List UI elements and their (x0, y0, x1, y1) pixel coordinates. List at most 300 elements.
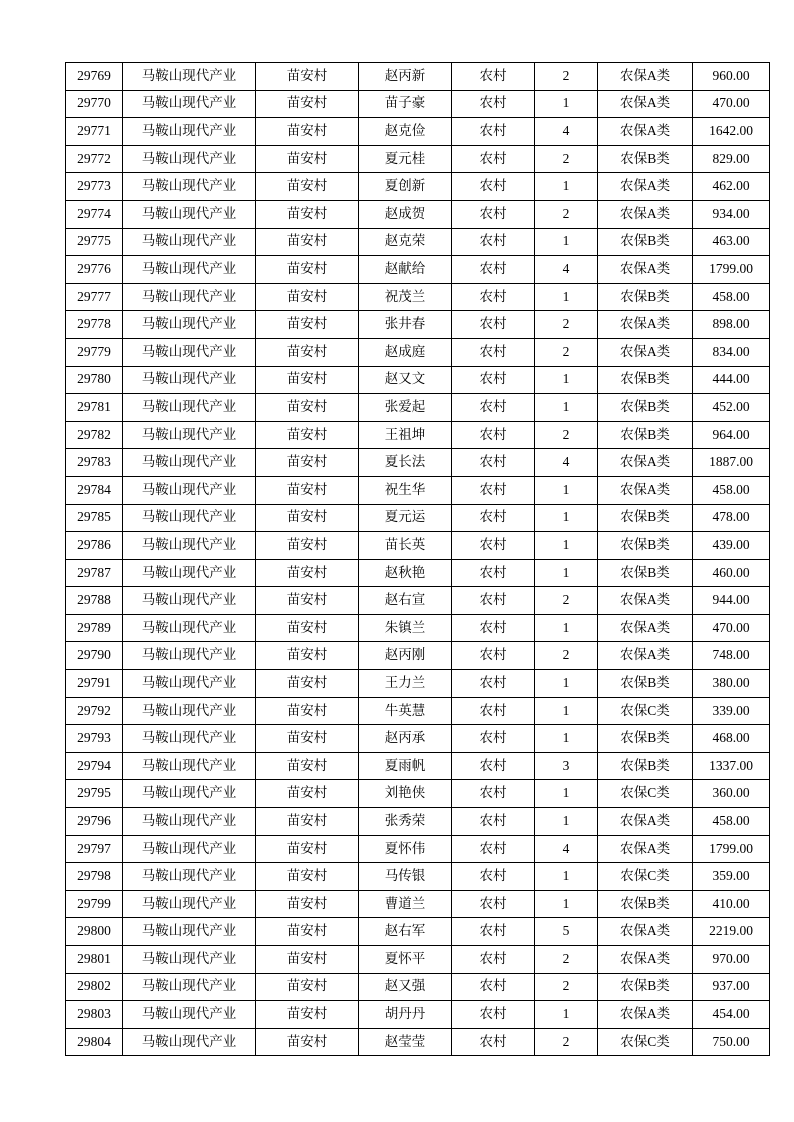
cell-type: 农村 (452, 642, 535, 670)
cell-village: 苗安村 (256, 311, 359, 339)
cell-category: 农保A类 (598, 90, 693, 118)
cell-category: 农保A类 (598, 808, 693, 836)
cell-amount: 359.00 (693, 863, 770, 891)
cell-id: 29782 (66, 421, 123, 449)
cell-id: 29794 (66, 752, 123, 780)
cell-unit: 马鞍山现代产业 (123, 338, 256, 366)
cell-name: 赵莹莹 (359, 1028, 452, 1056)
cell-id: 29795 (66, 780, 123, 808)
cell-amount: 1642.00 (693, 118, 770, 146)
cell-unit: 马鞍山现代产业 (123, 394, 256, 422)
cell-id: 29771 (66, 118, 123, 146)
table-row (66, 863, 770, 891)
cell-id: 29780 (66, 366, 123, 394)
cell-category: 农保A类 (598, 449, 693, 477)
cell-type: 农村 (452, 752, 535, 780)
cell-unit: 马鞍山现代产业 (123, 449, 256, 477)
cell-name: 赵又文 (359, 366, 452, 394)
cell-unit: 马鞍山现代产业 (123, 63, 256, 91)
cell-type: 农村 (452, 173, 535, 201)
cell-village: 苗安村 (256, 145, 359, 173)
cell-village: 苗安村 (256, 532, 359, 560)
cell-unit: 马鞍山现代产业 (123, 614, 256, 642)
cell-unit: 马鞍山现代产业 (123, 228, 256, 256)
cell-category: 农保A类 (598, 118, 693, 146)
cell-category: 农保B类 (598, 283, 693, 311)
cell-village: 苗安村 (256, 642, 359, 670)
cell-count: 1 (535, 559, 598, 587)
cell-unit: 马鞍山现代产业 (123, 1028, 256, 1056)
cell-category: 农保C类 (598, 780, 693, 808)
cell-count: 2 (535, 63, 598, 91)
cell-id: 29775 (66, 228, 123, 256)
cell-type: 农村 (452, 504, 535, 532)
cell-name: 赵成贺 (359, 200, 452, 228)
cell-id: 29789 (66, 614, 123, 642)
table-row (66, 918, 770, 946)
table-row (66, 946, 770, 974)
cell-name: 夏怀伟 (359, 835, 452, 863)
cell-village: 苗安村 (256, 918, 359, 946)
cell-id: 29797 (66, 835, 123, 863)
cell-amount: 452.00 (693, 394, 770, 422)
cell-amount: 410.00 (693, 890, 770, 918)
cell-amount: 458.00 (693, 808, 770, 836)
cell-name: 牛英慧 (359, 697, 452, 725)
cell-village: 苗安村 (256, 421, 359, 449)
table-row (66, 504, 770, 532)
cell-amount: 964.00 (693, 421, 770, 449)
cell-village: 苗安村 (256, 200, 359, 228)
cell-unit: 马鞍山现代产业 (123, 90, 256, 118)
cell-amount: 470.00 (693, 614, 770, 642)
table-row (66, 808, 770, 836)
cell-count: 2 (535, 311, 598, 339)
cell-id: 29799 (66, 890, 123, 918)
cell-amount: 444.00 (693, 366, 770, 394)
cell-name: 王祖坤 (359, 421, 452, 449)
table-row (66, 614, 770, 642)
cell-category: 农保B类 (598, 752, 693, 780)
cell-name: 张井春 (359, 311, 452, 339)
cell-count: 2 (535, 200, 598, 228)
cell-category: 农保B类 (598, 504, 693, 532)
cell-category: 农保B类 (598, 559, 693, 587)
cell-amount: 462.00 (693, 173, 770, 201)
table-row (66, 752, 770, 780)
cell-village: 苗安村 (256, 946, 359, 974)
cell-village: 苗安村 (256, 90, 359, 118)
cell-category: 农保A类 (598, 311, 693, 339)
cell-id: 29773 (66, 173, 123, 201)
cell-village: 苗安村 (256, 835, 359, 863)
cell-name: 祝生华 (359, 476, 452, 504)
cell-name: 苗长英 (359, 532, 452, 560)
table-row (66, 118, 770, 146)
table-row (66, 697, 770, 725)
cell-type: 农村 (452, 228, 535, 256)
table-row (66, 587, 770, 615)
cell-amount: 460.00 (693, 559, 770, 587)
cell-type: 农村 (452, 338, 535, 366)
cell-id: 29796 (66, 808, 123, 836)
table-row (66, 256, 770, 284)
cell-count: 1 (535, 890, 598, 918)
table-row (66, 394, 770, 422)
cell-count: 2 (535, 946, 598, 974)
cell-village: 苗安村 (256, 504, 359, 532)
cell-village: 苗安村 (256, 449, 359, 477)
cell-type: 农村 (452, 90, 535, 118)
cell-category: 农保A类 (598, 256, 693, 284)
cell-count: 2 (535, 973, 598, 1001)
cell-amount: 360.00 (693, 780, 770, 808)
cell-amount: 458.00 (693, 476, 770, 504)
cell-count: 1 (535, 725, 598, 753)
cell-unit: 马鞍山现代产业 (123, 642, 256, 670)
cell-type: 农村 (452, 863, 535, 891)
cell-village: 苗安村 (256, 366, 359, 394)
cell-name: 夏创新 (359, 173, 452, 201)
cell-amount: 960.00 (693, 63, 770, 91)
cell-category: 农保A类 (598, 642, 693, 670)
cell-category: 农保B类 (598, 228, 693, 256)
cell-type: 农村 (452, 918, 535, 946)
cell-category: 农保A类 (598, 200, 693, 228)
cell-unit: 马鞍山现代产业 (123, 311, 256, 339)
cell-village: 苗安村 (256, 173, 359, 201)
cell-unit: 马鞍山现代产业 (123, 532, 256, 560)
cell-category: 农保C类 (598, 697, 693, 725)
cell-type: 农村 (452, 366, 535, 394)
cell-count: 1 (535, 504, 598, 532)
cell-type: 农村 (452, 559, 535, 587)
cell-count: 1 (535, 283, 598, 311)
cell-type: 农村 (452, 780, 535, 808)
cell-id: 29787 (66, 559, 123, 587)
cell-village: 苗安村 (256, 118, 359, 146)
cell-count: 2 (535, 642, 598, 670)
cell-name: 赵丙刚 (359, 642, 452, 670)
cell-unit: 马鞍山现代产业 (123, 725, 256, 753)
cell-amount: 470.00 (693, 90, 770, 118)
table-row (66, 421, 770, 449)
cell-count: 1 (535, 808, 598, 836)
cell-category: 农保A类 (598, 63, 693, 91)
cell-category: 农保B类 (598, 366, 693, 394)
cell-unit: 马鞍山现代产业 (123, 780, 256, 808)
cell-count: 1 (535, 1001, 598, 1029)
cell-village: 苗安村 (256, 587, 359, 615)
cell-unit: 马鞍山现代产业 (123, 200, 256, 228)
cell-count: 1 (535, 366, 598, 394)
cell-village: 苗安村 (256, 670, 359, 698)
cell-unit: 马鞍山现代产业 (123, 1001, 256, 1029)
cell-type: 农村 (452, 283, 535, 311)
cell-id: 29770 (66, 90, 123, 118)
cell-id: 29804 (66, 1028, 123, 1056)
cell-name: 胡丹丹 (359, 1001, 452, 1029)
cell-type: 农村 (452, 890, 535, 918)
cell-category: 农保B类 (598, 725, 693, 753)
cell-count: 1 (535, 173, 598, 201)
cell-village: 苗安村 (256, 697, 359, 725)
cell-name: 赵丙承 (359, 725, 452, 753)
cell-id: 29777 (66, 283, 123, 311)
cell-name: 夏雨帆 (359, 752, 452, 780)
cell-type: 农村 (452, 670, 535, 698)
cell-unit: 马鞍山现代产业 (123, 559, 256, 587)
table-row (66, 1028, 770, 1056)
table-row (66, 559, 770, 587)
cell-type: 农村 (452, 118, 535, 146)
table-row (66, 90, 770, 118)
cell-type: 农村 (452, 1028, 535, 1056)
cell-amount: 2219.00 (693, 918, 770, 946)
cell-count: 1 (535, 394, 598, 422)
cell-amount: 1799.00 (693, 835, 770, 863)
cell-type: 农村 (452, 145, 535, 173)
cell-id: 29798 (66, 863, 123, 891)
cell-village: 苗安村 (256, 808, 359, 836)
cell-name: 赵献给 (359, 256, 452, 284)
table-row (66, 1001, 770, 1029)
subsidy-table (65, 62, 770, 1056)
cell-count: 5 (535, 918, 598, 946)
cell-name: 夏元桂 (359, 145, 452, 173)
cell-unit: 马鞍山现代产业 (123, 476, 256, 504)
cell-id: 29802 (66, 973, 123, 1001)
cell-amount: 454.00 (693, 1001, 770, 1029)
cell-count: 1 (535, 476, 598, 504)
cell-id: 29785 (66, 504, 123, 532)
cell-unit: 马鞍山现代产业 (123, 946, 256, 974)
cell-count: 4 (535, 256, 598, 284)
cell-amount: 944.00 (693, 587, 770, 615)
cell-name: 张秀荣 (359, 808, 452, 836)
cell-id: 29769 (66, 63, 123, 91)
table-row (66, 338, 770, 366)
cell-name: 赵又强 (359, 973, 452, 1001)
table-row (66, 173, 770, 201)
table-row (66, 642, 770, 670)
cell-village: 苗安村 (256, 752, 359, 780)
cell-amount: 339.00 (693, 697, 770, 725)
cell-type: 农村 (452, 808, 535, 836)
cell-amount: 834.00 (693, 338, 770, 366)
cell-unit: 马鞍山现代产业 (123, 421, 256, 449)
cell-amount: 458.00 (693, 283, 770, 311)
table-row (66, 670, 770, 698)
cell-village: 苗安村 (256, 394, 359, 422)
table-body (66, 63, 770, 1056)
cell-type: 农村 (452, 421, 535, 449)
cell-name: 朱镇兰 (359, 614, 452, 642)
cell-village: 苗安村 (256, 725, 359, 753)
cell-count: 2 (535, 338, 598, 366)
cell-category: 农保B类 (598, 421, 693, 449)
cell-id: 29793 (66, 725, 123, 753)
table-row (66, 366, 770, 394)
cell-name: 赵右军 (359, 918, 452, 946)
cell-name: 赵秋艳 (359, 559, 452, 587)
cell-id: 29792 (66, 697, 123, 725)
cell-id: 29783 (66, 449, 123, 477)
cell-count: 2 (535, 1028, 598, 1056)
cell-count: 2 (535, 421, 598, 449)
cell-id: 29791 (66, 670, 123, 698)
cell-type: 农村 (452, 973, 535, 1001)
cell-id: 29774 (66, 200, 123, 228)
cell-village: 苗安村 (256, 890, 359, 918)
cell-village: 苗安村 (256, 338, 359, 366)
cell-count: 1 (535, 532, 598, 560)
cell-count: 2 (535, 587, 598, 615)
table-row (66, 532, 770, 560)
cell-id: 29800 (66, 918, 123, 946)
cell-village: 苗安村 (256, 1001, 359, 1029)
cell-type: 农村 (452, 256, 535, 284)
cell-count: 1 (535, 614, 598, 642)
cell-village: 苗安村 (256, 228, 359, 256)
cell-unit: 马鞍山现代产业 (123, 256, 256, 284)
cell-amount: 439.00 (693, 532, 770, 560)
cell-village: 苗安村 (256, 256, 359, 284)
cell-id: 29778 (66, 311, 123, 339)
cell-name: 赵右宣 (359, 587, 452, 615)
cell-category: 农保C类 (598, 863, 693, 891)
cell-amount: 380.00 (693, 670, 770, 698)
cell-unit: 马鞍山现代产业 (123, 835, 256, 863)
cell-type: 农村 (452, 476, 535, 504)
cell-village: 苗安村 (256, 863, 359, 891)
cell-type: 农村 (452, 394, 535, 422)
cell-count: 1 (535, 780, 598, 808)
table-row (66, 973, 770, 1001)
cell-name: 夏元运 (359, 504, 452, 532)
cell-count: 4 (535, 835, 598, 863)
cell-category: 农保A类 (598, 338, 693, 366)
cell-id: 29784 (66, 476, 123, 504)
cell-id: 29788 (66, 587, 123, 615)
cell-category: 农保B类 (598, 394, 693, 422)
cell-name: 刘艳侠 (359, 780, 452, 808)
cell-unit: 马鞍山现代产业 (123, 283, 256, 311)
cell-village: 苗安村 (256, 780, 359, 808)
cell-village: 苗安村 (256, 614, 359, 642)
cell-amount: 970.00 (693, 946, 770, 974)
cell-id: 29803 (66, 1001, 123, 1029)
cell-count: 1 (535, 863, 598, 891)
cell-village: 苗安村 (256, 973, 359, 1001)
cell-id: 29776 (66, 256, 123, 284)
cell-count: 1 (535, 90, 598, 118)
cell-unit: 马鞍山现代产业 (123, 145, 256, 173)
cell-unit: 马鞍山现代产业 (123, 890, 256, 918)
cell-name: 赵成庭 (359, 338, 452, 366)
cell-amount: 937.00 (693, 973, 770, 1001)
cell-type: 农村 (452, 835, 535, 863)
cell-category: 农保A类 (598, 173, 693, 201)
cell-amount: 478.00 (693, 504, 770, 532)
cell-category: 农保B类 (598, 890, 693, 918)
cell-id: 29781 (66, 394, 123, 422)
cell-type: 农村 (452, 532, 535, 560)
cell-amount: 829.00 (693, 145, 770, 173)
table-row (66, 835, 770, 863)
table-row (66, 228, 770, 256)
table-row (66, 725, 770, 753)
table-row (66, 283, 770, 311)
cell-village: 苗安村 (256, 283, 359, 311)
cell-type: 农村 (452, 1001, 535, 1029)
cell-unit: 马鞍山现代产业 (123, 504, 256, 532)
cell-id: 29786 (66, 532, 123, 560)
cell-unit: 马鞍山现代产业 (123, 587, 256, 615)
cell-village: 苗安村 (256, 63, 359, 91)
cell-name: 赵克荣 (359, 228, 452, 256)
cell-category: 农保A类 (598, 1001, 693, 1029)
cell-amount: 750.00 (693, 1028, 770, 1056)
cell-unit: 马鞍山现代产业 (123, 863, 256, 891)
cell-unit: 马鞍山现代产业 (123, 918, 256, 946)
table-row (66, 780, 770, 808)
cell-name: 张爱起 (359, 394, 452, 422)
cell-type: 农村 (452, 63, 535, 91)
cell-id: 29801 (66, 946, 123, 974)
cell-category: 农保A类 (598, 835, 693, 863)
cell-category: 农保C类 (598, 1028, 693, 1056)
cell-unit: 马鞍山现代产业 (123, 670, 256, 698)
cell-unit: 马鞍山现代产业 (123, 366, 256, 394)
cell-name: 祝茂兰 (359, 283, 452, 311)
table-row (66, 311, 770, 339)
cell-type: 农村 (452, 697, 535, 725)
cell-name: 马传银 (359, 863, 452, 891)
cell-count: 4 (535, 118, 598, 146)
cell-name: 曹道兰 (359, 890, 452, 918)
cell-count: 2 (535, 145, 598, 173)
cell-unit: 马鞍山现代产业 (123, 973, 256, 1001)
cell-amount: 1887.00 (693, 449, 770, 477)
cell-count: 1 (535, 697, 598, 725)
cell-category: 农保A类 (598, 476, 693, 504)
cell-amount: 1799.00 (693, 256, 770, 284)
cell-count: 1 (535, 228, 598, 256)
cell-village: 苗安村 (256, 1028, 359, 1056)
cell-count: 3 (535, 752, 598, 780)
cell-type: 农村 (452, 614, 535, 642)
cell-unit: 马鞍山现代产业 (123, 118, 256, 146)
cell-type: 农村 (452, 311, 535, 339)
cell-category: 农保A类 (598, 946, 693, 974)
cell-category: 农保B类 (598, 145, 693, 173)
cell-type: 农村 (452, 946, 535, 974)
cell-type: 农村 (452, 200, 535, 228)
cell-category: 农保B类 (598, 973, 693, 1001)
cell-name: 夏长法 (359, 449, 452, 477)
cell-id: 29790 (66, 642, 123, 670)
table-row (66, 449, 770, 477)
cell-village: 苗安村 (256, 476, 359, 504)
cell-amount: 934.00 (693, 200, 770, 228)
cell-category: 农保A类 (598, 587, 693, 615)
cell-category: 农保B类 (598, 670, 693, 698)
cell-unit: 马鞍山现代产业 (123, 173, 256, 201)
cell-name: 赵丙新 (359, 63, 452, 91)
cell-name: 苗子豪 (359, 90, 452, 118)
cell-unit: 马鞍山现代产业 (123, 752, 256, 780)
